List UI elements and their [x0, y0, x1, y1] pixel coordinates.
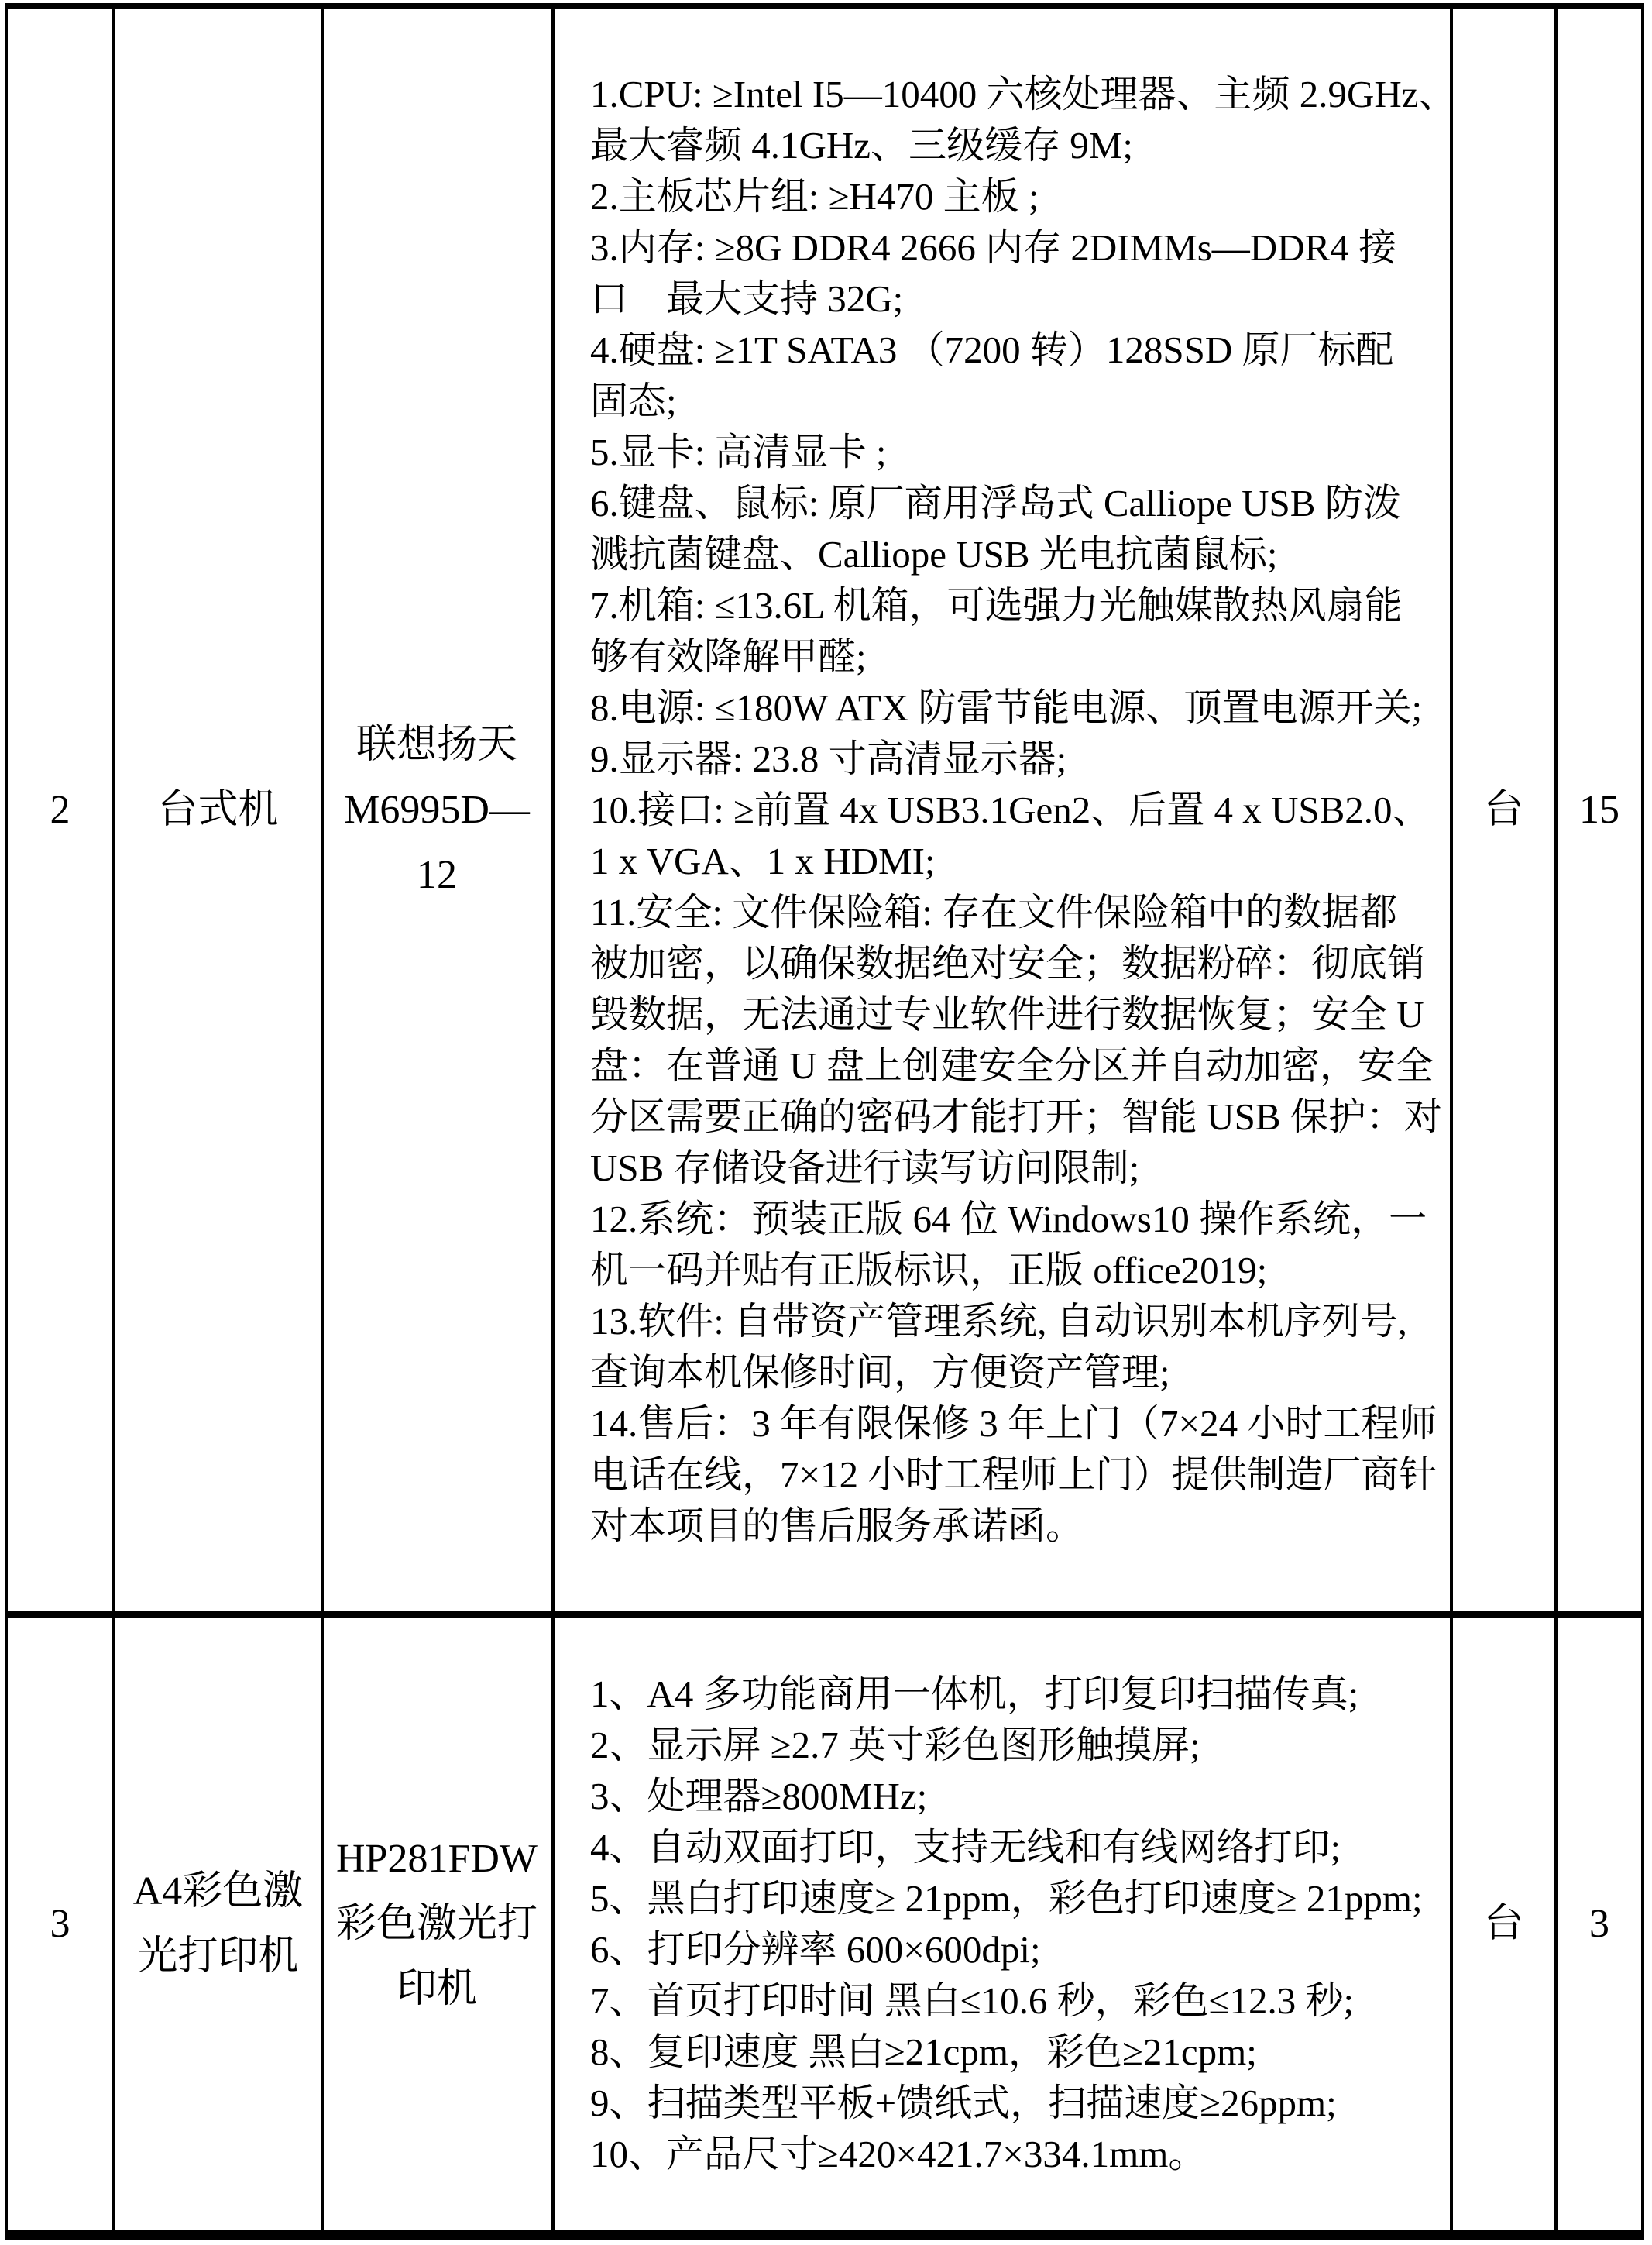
- text-line: 台式机: [157, 788, 279, 832]
- cell-serial-number: 3: [50, 1902, 70, 1946]
- table-border-bottom: [5, 2230, 1644, 2240]
- text-line: 1、A4 多功能商用一体机，打印复印扫描传真;: [590, 1673, 1359, 1715]
- text-line: 10、产品尺寸≥420×421.7×334.1mm。: [590, 2133, 1207, 2175]
- text-line: 10.接口: ≥前置 4x USB3.1Gen2、后置 4 x USB2.0、: [590, 789, 1430, 831]
- text-line: 9.显示器: 23.8 寸高清显示器;: [590, 737, 1067, 780]
- text-line: USB 存储设备进行读写访问限制;: [590, 1147, 1140, 1189]
- text-line: 7、首页打印时间 黑白≤10.6 秒，彩色≤12.3 秒;: [590, 1979, 1355, 2022]
- text-line: HP281FDW: [335, 1837, 538, 1881]
- text-line: 5、黑白打印速度≥ 21ppm，彩色打印速度≥ 21ppm;: [590, 1877, 1423, 1920]
- cell-unit: 台: [1483, 788, 1524, 832]
- cell-model: [322, 1618, 551, 2230]
- text-line: 11.安全: 文件保险箱: 存在文件保险箱中的数据都: [590, 891, 1398, 933]
- table-border-top: [5, 3, 1644, 9]
- text-line: 对本项目的售后服务承诺函。: [590, 1504, 1084, 1547]
- text-line: 分区需要正确的密码才能打开；智能 USB 保护：对: [590, 1095, 1442, 1138]
- text-line: 2.主板芯片组: ≥H470 主板 ;: [590, 175, 1039, 218]
- text-line: 印机: [396, 1967, 477, 2011]
- cell-device-name: [115, 1618, 321, 2230]
- text-line: 8.电源: ≤180W ATX 防雷节能电源、顶置电源开关;: [590, 686, 1423, 729]
- text-line: 口 最大支持 32G;: [590, 277, 904, 320]
- text-line: 6.键盘、鼠标: 原厂商用浮岛式 Calliope USB 防泼: [590, 482, 1401, 524]
- text-line: 5.显卡: 高清显卡 ;: [590, 431, 887, 473]
- text-line: 7.机箱: ≤13.6L 机箱，可选强力光触媒散热风扇能: [590, 584, 1403, 627]
- text-line: 够有效降解甲醛;: [590, 635, 867, 678]
- cell-device-name: [115, 9, 321, 1611]
- text-line: 溅抗菌键盘、Calliope USB 光电抗菌鼠标;: [590, 533, 1278, 576]
- text-line: 固态;: [590, 380, 677, 422]
- cell-specifications: [555, 9, 1457, 1611]
- text-line: 被加密，以确保数据绝对安全；数据粉碎：彻底销: [590, 942, 1426, 985]
- text-line: 2、显示屏 ≥2.7 英寸彩色图形触摸屏;: [590, 1724, 1200, 1766]
- text-line: 6、打印分辨率 600×600dpi;: [590, 1928, 1041, 1971]
- table-row-separator: [5, 1611, 1644, 1618]
- text-line: 12.系统：预装正版 64 位 Windows10 操作系统，一: [590, 1198, 1427, 1240]
- text-line: 13.软件: 自带资产管理系统, 自动识别本机序列号,: [590, 1300, 1407, 1343]
- text-line: A4彩色激: [132, 1869, 304, 1913]
- cell-quantity: 15: [1579, 788, 1619, 832]
- text-line: 14.售后：3 年有限保修 3 年上门（7×24 小时工程师: [590, 1402, 1437, 1445]
- text-line: 盘：在普通 U 盘上创建安全分区并自动加密，安全: [590, 1044, 1434, 1087]
- text-line: 机一码并贴有正版标识，正版 office2019;: [590, 1249, 1268, 1291]
- text-line: 查询本机保修时间，方便资产管理;: [590, 1351, 1170, 1394]
- cell-serial-number: 2: [50, 788, 70, 832]
- text-line: M6995D—: [344, 788, 530, 832]
- text-line: 电话在线，7×12 小时工程师上门）提供制造厂商针: [590, 1453, 1437, 1496]
- cell-specifications: [555, 1618, 1450, 2230]
- cell-quantity: 3: [1589, 1902, 1609, 1946]
- text-line: 1 x VGA、1 x HDMI;: [590, 840, 936, 882]
- text-line: 最大睿频 4.1GHz、三级缓存 9M;: [590, 124, 1133, 167]
- text-line: 光打印机: [137, 1934, 299, 1979]
- text-line: 12: [417, 853, 457, 897]
- text-line: 3、处理器≥800MHz;: [590, 1775, 928, 1817]
- text-line: 9、扫描类型平板+馈纸式，扫描速度≥26ppm;: [590, 2082, 1337, 2124]
- text-line: 毁数据，无法通过专业软件进行数据恢复；安全 U: [590, 993, 1424, 1036]
- cell-unit: 台: [1483, 1902, 1524, 1946]
- table-border-right: [1641, 3, 1644, 2240]
- text-line: 4、自动双面打印，支持无线和有线网络打印;: [590, 1826, 1341, 1869]
- text-line: 彩色激光打: [335, 1902, 538, 1946]
- text-line: 3.内存: ≥8G DDR4 2666 内存 2DIMMs—DDR4 接: [590, 226, 1396, 269]
- text-line: 8、复印速度 黑白≥21cpm，彩色≥21cpm;: [590, 2030, 1257, 2073]
- text-line: 1.CPU: ≥Intel I5—10400 六核处理器、主频 2.9GHz、: [590, 73, 1457, 115]
- text-line: 4.硬盘: ≥1T SATA3 （7200 转）128SSD 原厂标配: [590, 328, 1394, 371]
- text-line: 联想扬天: [355, 723, 517, 767]
- cell-model: [322, 9, 551, 1611]
